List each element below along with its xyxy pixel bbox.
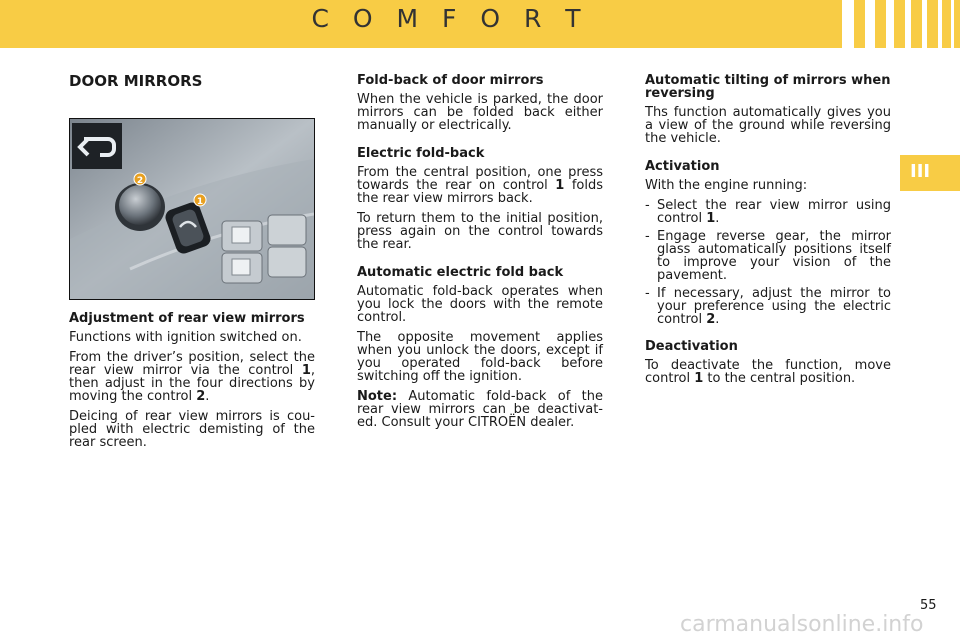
column-door-mirrors xyxy=(69,60,315,456)
text-run: . xyxy=(715,312,720,327)
steps-list xyxy=(645,199,891,326)
chapter-tab-label: III xyxy=(910,161,931,182)
text-run: Select the rear view mirror using control xyxy=(657,198,891,226)
header-stripe xyxy=(922,0,927,48)
paragraph: Functions with ignition switched on. xyxy=(69,330,302,345)
paragraph: Ths function automatically gives you a view of the ground while reversing the vehicle. xyxy=(645,105,891,146)
paragraph: To return them to the initial position, press again on the control towards the rear. xyxy=(357,211,603,252)
text-run: folds the rear view mirrors back. xyxy=(357,178,603,206)
mirror-controls-illustration xyxy=(70,119,314,299)
text-run: From the central position, one press towards the rear on control xyxy=(357,165,603,193)
subheading: Automatic tilting of mirrors when reversing xyxy=(645,73,891,101)
watermark: carmanualsonline.info xyxy=(680,612,924,637)
subheading: Adjustment of rear view mirrors xyxy=(69,311,305,326)
mirror-controls-photo xyxy=(69,118,315,300)
text-run: Automatic fold-back of the rear view mirrors can be deactivat-ed. Consult your CITROËN dealer. xyxy=(357,389,603,430)
text-run: If necessary, adjust the mirror to your preference using the electric control xyxy=(657,286,891,327)
control-ref: 1 xyxy=(694,371,704,386)
paragraph: Deicing of rear view mirrors is cou-pled with electric demisting of the rear screen. xyxy=(69,409,315,450)
mirror-adjust-knob xyxy=(119,185,161,225)
list-item xyxy=(645,199,891,225)
column-fold-back xyxy=(357,74,603,436)
control-ref: 2 xyxy=(196,389,206,404)
header-stripe xyxy=(938,0,942,48)
subheading: Fold-back of door mirrors xyxy=(357,73,544,88)
paragraph: When the vehicle is parked, the door mirrors can be folded back either manually or electrically. xyxy=(357,92,603,133)
list-item xyxy=(645,287,891,326)
header-stripe xyxy=(951,0,954,48)
text-run: To deactivate the function, move control xyxy=(645,358,891,386)
control-ref: 1 xyxy=(301,363,311,378)
paragraph xyxy=(69,351,315,403)
header-bar xyxy=(0,0,960,48)
text-run: From the driver’s position, select the rear view mirror via the control xyxy=(69,350,315,378)
control-ref: 1 xyxy=(706,211,716,226)
text-run: . xyxy=(205,389,210,404)
paragraph: Automatic fold-back operates when you lock the doors with the remote control. xyxy=(357,284,603,325)
header-stripe xyxy=(886,0,894,48)
section-title: DOOR MIRRORS xyxy=(69,72,203,90)
text-run: , then adjust in the four directions by moving the control xyxy=(69,363,315,404)
note-label: Note: xyxy=(357,389,398,404)
control-ref: 1 xyxy=(555,178,565,193)
window-switch xyxy=(268,215,306,245)
list-item: - Engage reverse gear, the mirror glass automatically positions itself to improve your vision of the pavement. xyxy=(645,230,891,282)
paragraph xyxy=(357,166,603,205)
text-run: . xyxy=(715,211,720,226)
window-switch xyxy=(268,247,306,277)
subheading: Activation xyxy=(645,159,720,174)
paragraph: The opposite movement applies when you unlock the doors, except if you operated fold-back before switching off the ignition. xyxy=(357,330,603,384)
header-stripe xyxy=(842,0,854,48)
callout-1-label: 1 xyxy=(196,197,204,207)
subheading: Electric fold-back xyxy=(357,146,485,161)
paragraph: With the engine running: xyxy=(645,178,808,193)
subheading: Deactivation xyxy=(645,339,738,354)
subheading: Automatic electric fold back xyxy=(357,265,564,280)
header-stripe xyxy=(905,0,911,48)
note-paragraph xyxy=(357,390,603,429)
header-stripe xyxy=(865,0,875,48)
callout-2-label: 2 xyxy=(136,176,144,186)
page-number: 55 xyxy=(920,598,937,613)
chapter-title: C O M F O R T xyxy=(311,4,589,33)
text-run: to the central position. xyxy=(703,371,856,386)
paragraph xyxy=(645,359,891,385)
column-auto-tilting xyxy=(645,74,891,392)
control-ref: 2 xyxy=(706,312,716,327)
